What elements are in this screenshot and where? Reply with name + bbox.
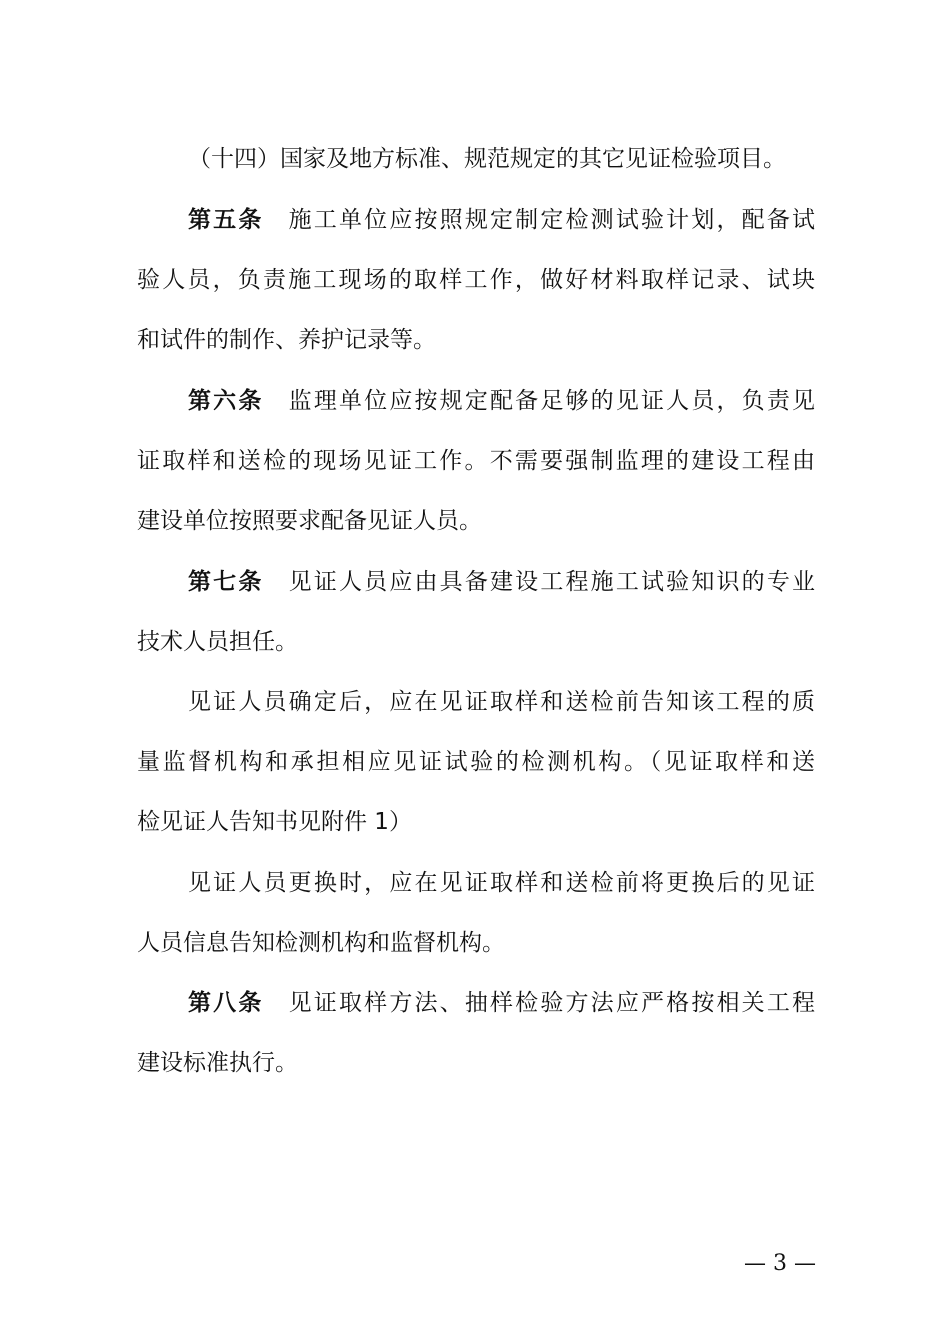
- article-8-line-1: [0, 988, 950, 1018]
- article-6-label: 第六条: [188, 388, 264, 414]
- article-7-line-1: [0, 567, 950, 597]
- article-5-line-1: [0, 205, 950, 235]
- article-7-label: 第七条: [188, 569, 264, 595]
- article-6-text: 监理单位应按规定配备足够的见证人员，负责见: [288, 388, 816, 414]
- paragraph-text: 检见证人告知书见附件 1）: [137, 809, 412, 835]
- article-5-label: 第五条: [188, 207, 264, 233]
- article-6-first-line: [188, 386, 815, 416]
- article-8-text: 见证取样方法、抽样检验方法应严格按相关工程: [288, 990, 816, 1016]
- article-5-text: 和试件的制作、养护记录等。: [137, 327, 436, 353]
- article-5-line-2: [0, 265, 950, 295]
- article-8-first-line: [188, 988, 815, 1018]
- witness-notice-line-3: [0, 807, 950, 837]
- witness-change-line-1: [0, 868, 950, 898]
- witness-notice-line-2: [0, 747, 950, 777]
- article-8-label: 第八条: [188, 990, 264, 1016]
- paragraph-text: 见证人员确定后，应在见证取样和送检前告知该工程的质: [188, 689, 815, 715]
- paragraph-text: 人员信息告知检测机构和监督机构。: [137, 930, 505, 956]
- article-7-first-line: [188, 567, 815, 597]
- article-6-line-1: [0, 386, 950, 416]
- article-7-text: 技术人员担任。: [137, 629, 298, 655]
- article-6-line-2: [0, 446, 950, 476]
- article-5-line-3: [0, 325, 950, 355]
- article-6-line-3: [0, 506, 950, 536]
- article-5-text: 验人员，负责施工现场的取样工作，做好材料取样记录、试块: [137, 267, 815, 293]
- paragraph-text: （十四）国家及地方标准、规范规定的其它见证检验项目。: [188, 146, 786, 172]
- article-7-line-2: [0, 627, 950, 657]
- witness-change-line-2: [0, 928, 950, 958]
- page-number: — 3 —: [744, 1251, 816, 1276]
- article-8-text: 建设标准执行。: [137, 1050, 298, 1076]
- article-6-text: 建设单位按照要求配备见证人员。: [137, 508, 482, 534]
- article-8-line-2: [0, 1048, 950, 1078]
- article-7-text: 见证人员应由具备建设工程施工试验知识的专业: [288, 569, 816, 595]
- paragraph-text: 见证人员更换时，应在见证取样和送检前将更换后的见证: [188, 870, 815, 896]
- witness-notice-line-1: [0, 687, 950, 717]
- article-5-first-line: [188, 205, 815, 235]
- paragraph-text: 量监督机构和承担相应见证试验的检测机构。（见证取样和送: [137, 749, 815, 775]
- article-5-text: 施工单位应按照规定制定检测试验计划，配备试: [288, 207, 816, 233]
- paragraph-14-line-1: [0, 144, 950, 174]
- article-6-text: 证取样和送检的现场见证工作。不需要强制监理的建设工程由: [137, 448, 815, 474]
